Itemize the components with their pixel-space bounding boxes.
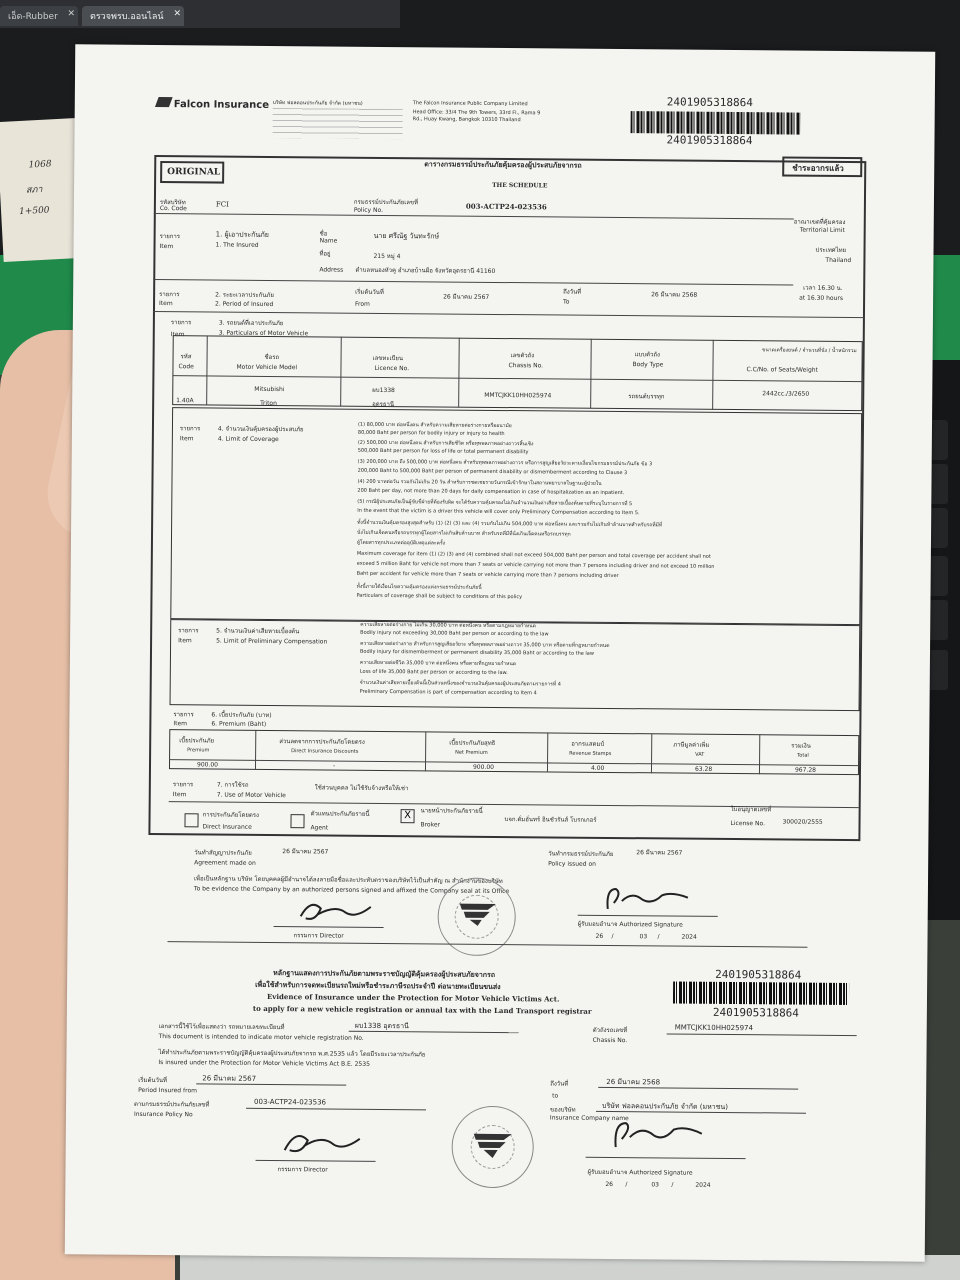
evidence-director-sign-line: [256, 1160, 376, 1162]
vehicle-header-body-en: Body Type: [632, 361, 664, 369]
preliminary-line: Bodily injury not exceeding 30,000 Baht per person or according to the law: [360, 629, 549, 638]
coverage-line: (4) 200 บาทต่อวัน รวมกันไม่เกิน 20 วัน สำหรับการชดเชยรายวันกรณีเข้ารักษาในสถานพยาบาลในฐานะผู้ป่วยใน: [357, 478, 602, 487]
vat-value: 63.28: [694, 765, 713, 773]
evidence-sign-month: 03: [651, 1181, 660, 1189]
company-english-name: The Falcon Insurance Public Company Limited: [412, 100, 528, 108]
evidence-insured-th: ได้ทำประกันภัยตามพระราชบัญญัติคุ้มครองผู้ประสบภัยจากรถ พ.ศ.2535 แล้ว โดยมีระยะเวลาประกันภัย: [158, 1049, 426, 1059]
coverage-line: (2) 500,000 บาท ต่อหนึ่งคน สำหรับการเสียชีวิต หรือทุพพลภาพอย่างถาวรสิ้นเชิง: [357, 439, 534, 448]
close-icon[interactable]: ✕: [67, 9, 75, 19]
evidence-sign-day: 26: [605, 1180, 614, 1189]
underline: [246, 1108, 426, 1111]
item7-label-en: 7. Use of Motor Vehicle: [216, 791, 286, 800]
evidence-barcode-number-bottom: 2401905318864: [712, 1005, 800, 1020]
item-label-th: รายการ: [172, 781, 194, 789]
preliminary-line: ความเสียหายต่อร่างกาย สำหรับการสูญเสียอวัยวะ หรือทุพพลภาพอย่างถาวร 35,000 บาท หรือตามที่กฎหมายกำหนด: [360, 640, 610, 649]
barcode: [631, 111, 801, 134]
item5-label-en: 5. Limit of Preliminary Compensation: [216, 637, 328, 646]
time-th: เวลา 16.30 น.: [803, 284, 843, 292]
license-number: 300020/2555: [782, 818, 823, 826]
item4-label-en: 4. Limit of Coverage: [217, 435, 279, 444]
company-contact-lines: [272, 108, 402, 139]
license-label-th: ใบอนุญาตเลขที่: [730, 806, 772, 814]
from-label-en: From: [355, 300, 370, 308]
territory-label-en: Territorial Limit: [799, 226, 845, 234]
browser-tab-2[interactable]: [82, 6, 184, 26]
stamp-value: 4.00: [590, 764, 605, 772]
sticky-line: 1+500: [18, 205, 50, 218]
premium-header-en: Premium: [187, 747, 210, 754]
company-thai-name: บริษัท ฟอลคอนประกันภัย จำกัด (มหาชน): [272, 99, 363, 107]
company-address: Head Office: 33/4 The 9th Towers, 33rd Fl., Rama 9 Rd., Huay Kwang, Bangkok 10310 Thailand: [412, 109, 541, 124]
stamp-header-en: Revenue Stamps: [569, 750, 612, 757]
sticky-line: สภา: [25, 184, 43, 196]
sticky-note: [0, 118, 84, 262]
vehicle-header-licence-en: Licence No.: [374, 364, 410, 373]
address-line-1: 215 หมู่ 4: [373, 252, 401, 261]
direct-insurance-th: การประกันภัยโดยตรง: [202, 811, 259, 819]
item3-label-th: 3. รถยนต์ที่เอาประกันภัย: [218, 319, 284, 328]
premium-table: [169, 729, 859, 775]
sign-year: 2024: [681, 933, 697, 941]
evidence-doc-label-en: This document is intended to indicate motor vehicle registration No.: [158, 1033, 364, 1042]
to-date: 26 มีนาคม 2568: [651, 291, 698, 299]
falcon-seal-icon: [458, 898, 498, 928]
evidence-policy-label-en: Insurance Policy No: [133, 1110, 193, 1119]
authorized-label: ผู้รับมอบอำนาจ Authorized Signature: [577, 920, 683, 929]
item-label-th: รายการ: [173, 711, 194, 719]
coverage-line: 500,000 Baht per person for loss of life or total permanent disability: [357, 447, 529, 456]
evidence-title-th-2: เพื่อใช้สำหรับการจดทะเบียนรถใหม่หรือชำระภาษีรถประจำปี ต่อนายทะเบียนขนส่ง: [255, 980, 501, 992]
agreement-date: 26 มีนาคม 2567: [282, 848, 329, 856]
evidence-doc-label-th: เอกสารนี้ใช้ไว้เพื่อแสดงว่า รถหมายเลขทะเบียนที่: [158, 1023, 285, 1032]
director-sign-line: [274, 926, 384, 928]
evidence-from-label-th: เริ่มต้นวันที่: [138, 1076, 167, 1085]
original-label: ORIGINAL: [167, 167, 221, 178]
evidence-barcode-number-top: 2401905318864: [715, 967, 802, 982]
evidence-chassis-label-th: ตัวถังรถเลขที่: [592, 1026, 628, 1035]
vehicle-header-model-en: Motor Vehicle Model: [236, 363, 298, 372]
vehicle-body-type: รถยนต์บรรทุก: [628, 393, 665, 401]
underline: [598, 1087, 798, 1090]
item3-label-en: 3. Particulars of Motor Vehicle: [218, 329, 309, 338]
item6-label-en: 6. Premium (Baht): [211, 720, 267, 728]
evidence-title-en-2: to apply for a new vehicle registration or annual tax with the Land Transport registrar: [252, 1003, 592, 1016]
vehicle-chassis-no: MMTCJKK10HH025974: [484, 391, 552, 400]
preliminary-line: จำนวนเงินค่าเสียหายเบื้องต้นนี้เป็นส่วนหนึ่งของจำนวนเงินคุ้มครองผู้ประสบภัยตามรายการที่ 4: [359, 679, 561, 688]
barcode-number-bottom: 2401905318864: [666, 133, 753, 148]
director-signature: [296, 896, 376, 927]
evidence-company-label-en: Insurance Company name: [549, 1114, 629, 1123]
code-label-en: Co. Code: [159, 205, 187, 213]
agent-th: ตัวแทนประกันภัยรายนี้: [310, 810, 370, 818]
evidence-to-date: 26 มีนาคม 2568: [606, 1077, 661, 1087]
item-label-en: Item: [170, 331, 185, 339]
issued-label-en: Policy issued on: [548, 860, 596, 868]
time-en: at 16.30 hours: [799, 294, 844, 302]
stamp-header-th: อากรแสตมป์: [571, 740, 605, 748]
original-label-box: [160, 161, 224, 184]
evidence-barcode: [673, 982, 849, 1006]
evidence-sign-year: 2024: [695, 1181, 711, 1189]
vehicle-header-code-th: รหัส: [180, 353, 192, 361]
insured-name: นาย ศรีณัฐ วันทะรักษ์: [373, 231, 440, 241]
from-date: 26 มีนาคม 2567: [443, 293, 490, 301]
territory-label-th: อาณาเขตที่คุ้มครอง: [793, 218, 846, 226]
schedule-title-en: THE SCHEDULE: [492, 181, 548, 190]
underline: [596, 1111, 806, 1114]
evidence-authorized-sign-line: [586, 1157, 746, 1159]
vat-header-th: ภาษีมูลค่าเพิ่ม: [673, 741, 710, 749]
name-label-en: Name: [319, 237, 338, 245]
territory-value-th: ประเทศไทย: [815, 246, 847, 255]
vehicle-header-code-en: Code: [178, 363, 194, 371]
item2-label-th: 2. ระยะเวลาประกันภัย: [215, 291, 274, 300]
preliminary-line: Loss of life 35,000 Baht per person or according to the law.: [359, 668, 508, 677]
coverage-line: Maximum coverage for item (1) (2) (3) and (4) combined shall not exceed 504,000 Baht per person and total coverage per accident shall not: [356, 550, 711, 560]
sign-day: 26: [595, 932, 604, 940]
evidence-authorized-label: ผู้รับมอบอำนาจ Authorized Signature: [587, 1168, 693, 1177]
evidence-from-label-en: Period Insured from: [138, 1086, 198, 1095]
browser-tab-bar: [0, 0, 400, 28]
barcode-number-top: 2401905318864: [666, 95, 753, 110]
evidence-title-th-1: หลักฐานแสดงการประกันภัยตามพระราชบัญญัติคุ้มครองผู้ประสบภัยจากรถ: [273, 969, 496, 979]
preliminary-line: ความเสียหายต่อร่างกาย ไม่เกิน 30,000 บาท ต่อหนึ่งคน หรือตามกฎหมายกำหนด: [360, 621, 536, 630]
vehicle-header-cc-th: ขนาดเครื่องยนต์ / จำนวนที่นั่ง / น้ำหนักรวม: [761, 347, 857, 355]
preliminary-line: Bodily injury for dismemberment or permanent disability 35,000 Baht or according to the law: [359, 648, 595, 657]
insurance-document: Falcon Insurance บริษัท ฟอลคอนประกันภัย จำกัด (มหาชน) The Falcon Insurance Public Company Limited Head Office: 33/4 The 9th Towers, 33rd Fl., Rama 9 Rd., Huay Kwang, Bangkok 10310 Thailand 2401905318864 2401905318864 ORIGINAL ชำระอากรแล้ว ตารางกรมธรรม์ประกันภัยคุ้มครองผู้ประสบภัยจากรถ THE SCHEDULE รหัสบริษัท Co. Code FCI กรมธรรม์ประกันภัยเลขที่ Policy No. 003-ACTP24-023536 อาณาเขตที่คุ้มครอง Territorial Limit ประเทศไทย Thailand รายการ Item 1. ผู้เอาประกันภัย 1. The Insured ชื่อ Name นาย ศรีณัฐ วันทะรักษ์ ที่อยู่ Address 215 หมู่ 4 ตำบลหนองหัวคู อำเภอบ้านผือ จังหวัดอุดรธานี 41160 รายการ Item 2. ระยะเวลาประกันภัย 2. Period of Insured เริ่มต้นวันที่ From 26 มีนาคม 2567 ถึงวันที่ To 26 มีนาคม 2568 เวลา 16.30 น. at 16.30 hours รายการ Item 3. รถยนต์ที่เอาประกันภัย 3. Particulars of Motor Vehicle รหัส Code ชื่อรถ Motor Vehicle Model เลขทะเบียน Licence No. เลขตัวถัง Chassis No. แบบตัวถัง Body Type ขนาดเครื่องยนต์ / จำนวนที่นั่ง / น้ำหนักรวม C.C/No. of Seats/Weight 1.40A Mitsubishi Triton ผบ1338 อุดรธานี MMTCJKK10HH025974 รถยนต์บรรทุก 2442cc./3/2650 รายการ Item 4. จำนวนเงินคุ้มครองผู้ประสบภัย 4. Limit of Coverage (1) 80,000 บาท ต่อหนึ่งคน สำหรับความเสียหายต่อร่างกายหรืออนามัย 80,000 Baht per person for bodily injury or injury to health (2) 500,000 บาท ต่อหนึ่งคน สำหรับการเสียชีวิต หรือทุพพลภาพอย่างถาวรสิ้นเชิง 500,000 Baht per person for loss of life or total permanent disability (3) 200,000 บาท ถึง 500,000 บาท ต่อหนึ่งคน สำหรับทุพพลภาพอย่างถาวร หรือการสูญเสียอวัยวะตามเงื่อนไขกรมธรรม์ประกันภัย ข้อ 3 200,000 Baht to 500,000 Baht per person of permanent disability or dismemberment according to Clause 3 (4) 200 บาทต่อวัน รวมกันไม่เกิน 20 วัน สำหรับการชดเชยรายวันกรณีเข้ารักษาในสถานพยาบาลในฐานะผู้ป่วยใน 200 Baht per day, not more than 20 days for daily compensation in case of hospitalization as an inpatient. (5) กรณีผู้ประสบภัยเป็นผู้ขับขี่ฝ่ายที่ต้องรับผิด จะได้รับความคุ้มครองไม่เกินจำนวนเงินค่าเสียหายเบื้องต้นตามที่ระบุในรายการที่ 5 In the event that the victim is a driver this vehicle will cover only Preliminary Compensation according to Item 5. ทั้งนี้จำนวนเงินคุ้มครองสูงสุดสำหรับ (1) (2) (3) และ (4) รวมกันไม่เกิน 504,000 บาท ต่อหนึ่งคน และรวมกันไม่เกินห้าล้านบาทสำหรับรถที่มีที่ นั่งไม่เกินเจ็ดคนหรือรถบรรทุกผู้โดยสารไม่เกินสิบล้านบาท สำหรับรถที่มีที่นั่งเกินเจ็ดคนหรือรถบรรทุก ผู้โดยสารทุกประเภทต่ออุบัติเหตุแต่ละครั้ง Maximum coverage for item (1) (2) (3) and (4) combined shall not exceed 504,000 Baht per person and total coverage per accident shall not exceed 5 million Baht for vehicle not more than 7 seats or vehicle carrying not more than 7 persons including driver and not exceed 10 million Baht per accident for vehicle more than 7 seats or vehicle carrying more than 7 persons including driver ทั้งนี้ภายใต้เงื่อนไขความคุ้มครองแห่งกรมธรรม์ประกันภัยนี้ Particulars of coverage shall be subject to conditions of this policy รายการ Item 5. จำนวนเงินค่าเสียหายเบื้องต้น 5. Limit of Preliminary Compensation ความเสียหายต่อร่างกาย ไม่เกิน 30,000 บาท ต่อหนึ่งคน หรือตามกฎหมายกำหนด Bodily injury not exceeding 30,000 Baht per person or according to the law ความเสียหายต่อร่างกาย สำหรับการสูญเสียอวัยวะ หรือทุพพลภาพอย่างถาวร 35,000 บาท หรือตามที่กฎหมายกำหนด Bodily injury for dismemberment or permanent disability 35,000 Baht or according to the law ความเสียหายต่อชีวิต 35,000 บาท ต่อหนึ่งคน หรือตามที่กฎหมายกำหนด Loss of life 35,000 Baht per person or according to the law. จำนวนเงินค่าเสียหายเบื้องต้นนี้เป็นส่วนหนึ่งของจำนวนเงินคุ้มครองผู้ประสบภัยตามรายการที่ 4 Preliminary Compensation is part of compensation according to Item 4 รายการ Item 6. เบี้ยประกันภัย (บาท) 6. Premium (Baht) เบี้ยประกันภัย Premium ส่วนลดจากการประกันภัยโดยตรง Direct Insurance Discounts เบี้ยประกันภัยสุทธิ Net Premium อากรแสตมป์ Revenue Stamps ภาษีมูลค่าเพิ่ม VAT รวมเงิน Total 900.00 - 900.00 4.00 63.28 967.28 รายการ Item 7. การใช้รถ 7. Use of Motor Vehicle ใช้ส่วนบุคคล ไม่ใช้รับจ้างหรือให้เช่า การประกันภัยโดยตรง Direct Insurance ตัวแทนประกันภัยรายนี้ Agent X นายหน้าประกันภัยรายนี้ Broker บจก.ดั่มอั่นทร์ อินชัวรันส์ โบรกเกอร์ ใบอนุญาตเลขที่ License No. 300020/2555 วันทำสัญญาประกันภัย Agreement made on 26 มีนาคม 2567 วันทำกรมธรรม์ประกันภัย Policy issued on 26 มีนาคม 2567 เพื่อเป็นหลักฐาน บริษัท โดยบุคคลผู้มีอำนาจได้ลงลายมือชื่อและประทับตราของบริษัทไว้เป็นสำคัญ ณ สำนักงานของบริษัท To be evidence the Company by an authorized persons signed and affixed the Company seal at its Office กรรมการ Director ผู้รับมอบอำนาจ Authorized Signature 26 / 03 / 2024 หลักฐานแสดงการประกันภัยตามพระราชบัญญัติคุ้มครองผู้ประสบภัยจากรถ เพื่อใช้สำหรับการจดทะเบียนรถใหม่หรือชำระภาษีรถประจำปี ต่อนายทะเบียนขนส่ง Evidence of Insurance under the Protection for Motor Vehicle Victims Act. to apply for a new vehicle registration or annual tax with the Land Transport registrar 2401905318864 2401905318864 เอกสารนี้ใช้ไว้เพื่อแสดงว่า รถหมายเลขทะเบียนที่ This document is intended to indicate motor vehicle registration No. ผบ1338 อุดรธานี ตัวถังรถเลขที่ Chassis No. MMTCJKK10HH025974 ได้ทำประกันภัยตามพระราชบัญญัติคุ้มครองผู้ประสบภัยจากรถ พ.ศ.2535 แล้ว โดยมีระยะเวลาประกันภัย Is insured under the Protection for Motor Vehicle Victims Act B.E. 2535 เริ่มต้นวันที่ Period Insured from 26 มีนาคม 2567 ถึงวันที่ to 26 มีนาคม 2568 ตามกรมธรรม์ประกันภัยเลขที่ Insurance Policy No 003-ACTP24-023536 ของบริษัท Insurance Company name บริษัท ฟอลคอนประกันภัย จำกัด (มหาชน) กรรมการ Director ผู้รับมอบอำนาจ Authorized Signature 26 / 03 / 2024: [65, 44, 936, 1261]
evidence-statement-en: To be evidence the Company by an authorized persons signed and affixed the Company seal at its Office: [193, 885, 510, 896]
item2-label-en: 2. Period of Insured: [215, 300, 274, 309]
item-label-th: รายการ: [170, 319, 192, 327]
browser-tab-1-label: เอ็ด-Rubber: [8, 12, 58, 22]
territory-value-en: Thailand: [825, 256, 852, 265]
item6-label-th: 6. เบี้ยประกันภัย (บาท): [211, 711, 272, 720]
code-label-th: รหัสบริษัท: [159, 199, 186, 207]
vehicle-header-licence-th: เลขทะเบียน: [372, 354, 404, 363]
policy-label-en: Policy No.: [353, 206, 384, 214]
underline: [196, 1083, 346, 1085]
authorized-signature: [602, 883, 692, 916]
vehicle-code: 1.40A: [176, 397, 194, 405]
license-label-en: License No.: [730, 820, 766, 828]
net-premium-header-th: เบี้ยประกันภัยสุทธิ: [449, 739, 496, 747]
broker-en: Broker: [420, 821, 441, 829]
address-line-2: ตำบลหนองหัวคู อำเภอบ้านผือ จังหวัดอุดรธานี 41160: [355, 266, 496, 275]
vehicle-header-model-th: ชื่อรถ: [264, 353, 280, 362]
item-label-th: รายการ: [179, 425, 201, 433]
evidence-insured-en: Is insured under the Protection for Motor Vehicle Victims Act B.E. 2535: [158, 1059, 370, 1068]
item-label-th: รายการ: [178, 627, 199, 635]
total-header-th: รวมเงิน: [791, 742, 811, 750]
evidence-title-en-1: Evidence of Insurance under the Protection for Motor Vehicle Victims Act.: [266, 991, 560, 1004]
director-label: กรรมการ Director: [293, 932, 344, 940]
broker-checkbox[interactable]: X: [401, 809, 415, 823]
browser-tab-1[interactable]: [0, 6, 78, 26]
coverage-line: Baht per accident for vehicle more than 7 seats or vehicle carrying more than 7 persons including driver: [356, 570, 619, 580]
underline: [349, 1031, 519, 1033]
discount-header-en: Direct Insurance Discounts: [291, 748, 359, 755]
falcon-logo: [157, 97, 269, 111]
item1-label-en: 1. The Insured: [215, 241, 259, 249]
net-premium-header-en: Net Premium: [455, 749, 488, 756]
address-label-th: ที่อยู่: [319, 250, 331, 258]
browser-tab-2-label: ตรวจพรบ.ออนไลน์: [90, 12, 164, 22]
agreement-label-th: วันทำสัญญาประกันภัย: [194, 849, 252, 857]
item-label-en: Item: [172, 791, 187, 799]
paid-stamp: [782, 156, 862, 177]
vehicle-licence-no: ผบ1338: [372, 386, 395, 395]
coverage-line: ทั้งนี้ภายใต้เงื่อนไขความคุ้มครองแห่งกรมธรรม์ประกันภัยนี้: [356, 583, 482, 591]
item-label-en: Item: [159, 300, 173, 308]
coverage-line: ทั้งนี้จำนวนเงินคุ้มครองสูงสุดสำหรับ (1) (2) (3) และ (4) รวมกันไม่เกิน 504,000 บาท ต่อหนึ่งคน และรวมกันไม่เกินห้าล้านบาทสำหรับรถที่มีที่: [357, 519, 663, 529]
broker-th: นายหน้าประกันภัยรายนี้: [420, 807, 483, 815]
item1-label-th: 1. ผู้เอาประกันภัย: [215, 230, 269, 239]
item7-label-th: 7. การใช้รถ: [216, 781, 249, 789]
coverage-line: In the event that the victim is a driver this vehicle will cover only Preliminary Compensation according to Item 5.: [357, 507, 640, 517]
logo-text: Falcon Insurance: [173, 99, 270, 111]
item4-label-th: 4. จำนวนเงินคุ้มครองผู้ประสบภัย: [217, 425, 304, 434]
policy-number: 003-ACTP24-023536: [465, 201, 547, 212]
vehicle-licence-province: อุดรธานี: [372, 400, 395, 409]
direct-insurance-en: Direct Insurance: [202, 823, 252, 831]
total-value: 967.28: [794, 766, 817, 774]
preliminary-line: ความเสียหายต่อชีวิต 35,000 บาท ต่อหนึ่งคน หรือตามที่กฎหมายกำหนด: [359, 659, 517, 668]
preliminary-line: Preliminary Compensation is part of compensation according to Item 4: [359, 688, 537, 697]
evidence-company-label-th: ของบริษัท: [549, 1106, 576, 1114]
issued-date: 26 มีนาคม 2567: [636, 849, 683, 857]
from-label-th: เริ่มต้นวันที่: [355, 288, 384, 296]
item-label-en: Item: [173, 720, 188, 728]
underline: [667, 1033, 857, 1036]
coverage-line: Particulars of coverage shall be subject to conditions of this policy: [356, 592, 523, 601]
item-label-th: รายการ: [159, 291, 180, 299]
falcon-seal-icon: [472, 1128, 514, 1160]
authorized-sign-line: [578, 915, 718, 917]
evidence-to-label-th: ถึงวันที่: [550, 1080, 569, 1088]
name-label-th: ชื่อ: [319, 230, 328, 238]
evidence-from-date: 26 มีนาคม 2567: [202, 1074, 257, 1083]
net-premium-value: 900.00: [472, 763, 495, 771]
vehicle-model-name: Triton: [260, 399, 277, 408]
evidence-company-name: บริษัท ฟอลคอนประกันภัย จำกัด (มหาชน): [602, 1101, 728, 1112]
sign-month: 03: [639, 933, 648, 941]
close-icon[interactable]: ✕: [173, 9, 181, 19]
discount-header-th: ส่วนลดจากการประกันภัยโดยตรง: [279, 738, 365, 746]
premium-header-th: เบี้ยประกันภัย: [179, 737, 215, 745]
coverage-line: exceed 5 million Baht for vehicle not more than 7 seats or vehicle carrying not more than 7 persons including driver and not exceed 10 million: [356, 560, 715, 570]
item-label-en: Item: [179, 435, 194, 443]
agreement-label-en: Agreement made on: [194, 859, 256, 867]
to-label-en: To: [563, 298, 570, 306]
evidence-director-signature: [280, 1126, 366, 1161]
evidence-chassis-no: MMTCJKK10HH025974: [674, 1023, 754, 1033]
vat-header-en: VAT: [695, 751, 705, 758]
discount-value: -: [332, 762, 336, 770]
vehicle-cc: 2442cc./3/2650: [762, 390, 810, 398]
falcon-icon: [155, 97, 173, 107]
evidence-to-label-en: to: [552, 1092, 559, 1100]
total-header-en: Total: [797, 752, 809, 759]
evidence-director-label: กรรมการ Director: [277, 1166, 328, 1174]
coverage-line: (5) กรณีผู้ประสบภัยเป็นผู้ขับขี่ฝ่ายที่ต้องรับผิด จะได้รับความคุ้มครองไม่เกินจำนวนเงินค่าเสียหายเบื้องต้นตามที่ระบุในรายการที่ 5: [357, 498, 633, 508]
vehicle-header-cc-en: C.C/No. of Seats/Weight: [746, 366, 818, 374]
policy-label-th: กรมธรรม์ประกันภัยเลขที่: [353, 198, 419, 207]
to-label-th: ถึงวันที่: [563, 288, 582, 296]
company-code: FCI: [215, 200, 229, 209]
sticky-line: 1068: [28, 159, 52, 171]
coverage-line: ผู้โดยสารทุกประเภทต่ออุบัติเหตุแต่ละครั้ง: [356, 539, 446, 547]
broker-name: บจก.ดั่มอั่นทร์ อินชัวรันส์ โบรกเกอร์: [504, 816, 597, 824]
paid-stamp-text: ชำระอากรแล้ว: [792, 163, 844, 173]
agent-en: Agent: [310, 824, 329, 832]
evidence-statement-th: เพื่อเป็นหลักฐาน บริษัท โดยบุคคลผู้มีอำนาจได้ลงลายมือชื่อและประทับตราของบริษัทไว้เป็นสำคัญ ณ สำนักงานของบริษัท: [193, 875, 503, 886]
vehicle-use: ใช้ส่วนบุคคล ไม่ใช้รับจ้างหรือให้เช่า: [314, 784, 409, 793]
vehicle-model-make: Mitsubishi: [254, 385, 285, 394]
evidence-policy-no: 003-ACTP24-023536: [254, 1097, 327, 1107]
coverage-line: (3) 200,000 บาท ถึง 500,000 บาท ต่อหนึ่งคน สำหรับทุพพลภาพอย่างถาวร หรือการสูญเสียอวัยวะตามเงื่อนไขกรมธรรม์ประกันภัย ข้อ 3: [357, 458, 653, 468]
coverage-line: นั่งไม่เกินเจ็ดคนหรือรถบรรทุกผู้โดยสารไม่เกินสิบล้านบาท สำหรับรถที่มีที่นั่งเกินเจ็ดคนหรือรถบรรทุก: [357, 529, 571, 538]
evidence-chassis-label-en: Chassis No.: [592, 1036, 628, 1045]
evidence-registration-no: ผบ1338 อุดรธานี: [354, 1021, 409, 1031]
issued-label-th: วันทำกรมธรรม์ประกันภัย: [548, 850, 614, 858]
coverage-line: 80,000 Baht per person for bodily injury or injury to health: [357, 429, 505, 438]
item-label-th: รายการ: [159, 233, 180, 241]
evidence-policy-label-th: ตามกรมธรรม์ประกันภัยเลขที่: [134, 1100, 210, 1109]
coverage-line: 200,000 Baht to 500,000 Baht per person of permanent disability or dismemberment according to Clause 3: [357, 467, 628, 477]
coverage-line: (1) 80,000 บาท ต่อหนึ่งคน สำหรับความเสียหายต่อร่างกายหรืออนามัย: [357, 421, 512, 430]
vehicle-header-chassis-th: เลขตัวถัง: [510, 352, 535, 360]
item-label-en: Item: [178, 637, 192, 645]
vehicle-header-chassis-en: Chassis No.: [508, 362, 544, 370]
schedule-title-th: ตารางกรมธรรม์ประกันภัยคุ้มครองผู้ประสบภัยจากรถ: [424, 160, 582, 170]
coverage-line: 200 Baht per day, not more than 20 days for daily compensation in case of hospitalization as an inpatient.: [357, 487, 625, 497]
item5-label-th: 5. จำนวนเงินค่าเสียหายเบื้องต้น: [216, 627, 300, 636]
agent-checkbox[interactable]: [290, 814, 304, 828]
item-label-en: Item: [159, 243, 174, 251]
direct-insurance-checkbox[interactable]: [184, 813, 198, 827]
premium-value: 900.00: [196, 761, 219, 769]
vehicle-header-body-th: แบบตัวถัง: [634, 351, 660, 359]
address-label-en: Address: [319, 266, 344, 274]
evidence-authorized-signature: [610, 1117, 706, 1154]
